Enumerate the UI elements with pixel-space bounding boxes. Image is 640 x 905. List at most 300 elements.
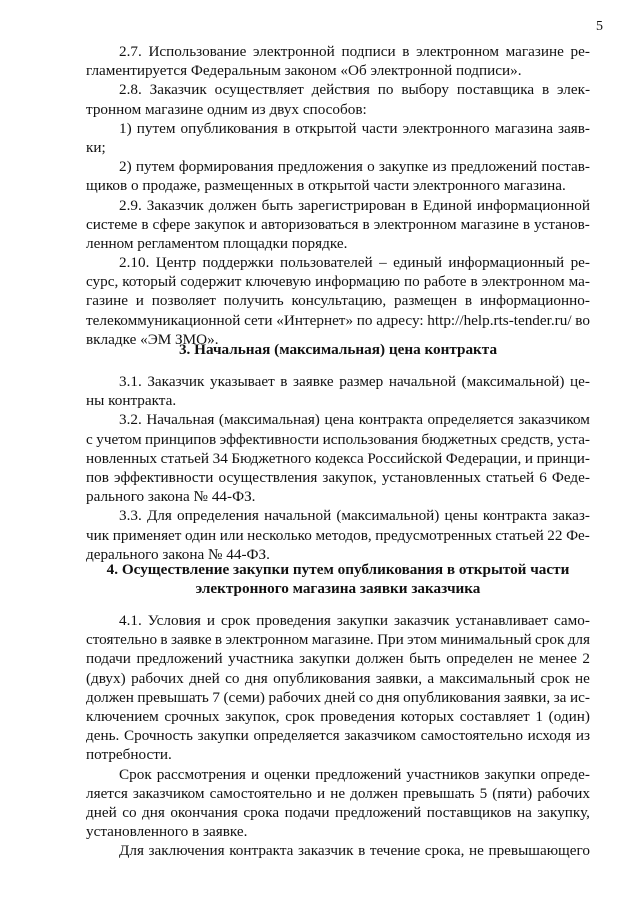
word: подачи (86, 650, 131, 668)
word: участника (228, 650, 294, 668)
text-block (86, 42, 590, 349)
word: оценки (264, 765, 311, 783)
word: для (567, 631, 590, 649)
text-line: щиков о продаже, размещенных в открытой части электронного магазина. (86, 177, 566, 195)
text-line (86, 410, 590, 429)
word: быть (261, 196, 294, 214)
word: день. (86, 727, 120, 745)
word: це- (570, 373, 590, 390)
word: с (86, 430, 93, 448)
heading-line: 4. Осуществление закупки путем опубликования в открытой части (106, 561, 570, 578)
word: 2.8. (119, 81, 142, 99)
word: в (470, 273, 478, 291)
word: бюджетных (421, 430, 498, 448)
word: Для (119, 842, 144, 860)
word: в (464, 292, 473, 310)
word: При (377, 631, 404, 649)
word: информационно- (479, 292, 590, 310)
word: предложений (136, 650, 223, 668)
word: само- (553, 612, 590, 629)
word: срока, (424, 842, 465, 860)
word: зарегистрирован (298, 196, 406, 214)
word: единый (393, 254, 442, 272)
word: предложений (450, 158, 538, 176)
text-block (86, 372, 590, 564)
text-line: ки; (86, 138, 106, 156)
text-line (86, 119, 590, 138)
word: открытой (295, 119, 357, 137)
word: уста- (557, 430, 590, 448)
word: в (282, 119, 291, 137)
word: в (541, 81, 550, 99)
word: и (206, 612, 215, 629)
word: контракта (482, 507, 548, 525)
word: информационной (476, 196, 590, 214)
word: электронном (373, 215, 457, 233)
word: заявке (293, 373, 334, 390)
word: 2 (582, 650, 590, 668)
word: 6 (539, 468, 547, 486)
word: закупку, (537, 803, 590, 821)
word: заказчик (393, 612, 450, 629)
word: заказчиком (132, 784, 205, 802)
word: 5 (479, 784, 488, 802)
word: опреде- (540, 765, 590, 783)
word: Начальная (146, 411, 215, 429)
text-line (86, 372, 590, 391)
word: позволяет (151, 292, 216, 310)
text-line (86, 784, 590, 803)
text-line (86, 707, 590, 726)
word: содержит (180, 273, 242, 291)
word: со (358, 688, 374, 706)
text-line (86, 196, 590, 215)
word: которых (400, 707, 455, 725)
word: контракта (229, 842, 294, 860)
text-line: установленного в заявке. (86, 823, 248, 841)
word: срочных (164, 707, 220, 725)
word: 7 (212, 688, 220, 706)
word: закупки (299, 650, 351, 668)
word: в (410, 196, 418, 214)
word: заказ- (552, 507, 590, 525)
word: использования (322, 430, 418, 448)
word: предложений (315, 765, 402, 783)
word: размещен (394, 292, 458, 310)
word: 2.7. (119, 43, 142, 60)
word: магазина (494, 119, 553, 137)
word: о (367, 158, 375, 176)
word: срок (285, 707, 315, 725)
word: определяется (427, 411, 514, 429)
word: рабочих (131, 669, 184, 687)
text-line (86, 449, 590, 468)
word: 1 (535, 707, 543, 725)
word: (максимальной) (336, 507, 440, 525)
text-line (86, 506, 590, 525)
word: и (250, 765, 260, 783)
word: поставщика (456, 81, 535, 99)
word: не (330, 784, 346, 802)
text-line (86, 841, 590, 860)
word: этом (407, 631, 437, 649)
word: 1) (119, 119, 132, 137)
word: адресу: (376, 311, 424, 329)
word: проведения (320, 707, 395, 725)
word: исходя (527, 727, 572, 745)
text-line: рального закона № 44-ФЗ. (86, 488, 256, 506)
word: рабочих (537, 784, 590, 802)
word: авторизоваться (261, 215, 359, 233)
text-line (86, 688, 590, 707)
section-heading (86, 340, 590, 359)
word: установ- (534, 215, 590, 233)
word: предложений (335, 803, 422, 821)
word: и (317, 784, 326, 802)
word: и (135, 292, 144, 310)
word: заявки, (375, 669, 423, 687)
word: минимальный (440, 631, 532, 649)
word: средств, (500, 430, 554, 448)
word: быть (409, 650, 441, 668)
word: один (185, 526, 217, 544)
word: устанавливает (455, 612, 548, 629)
text-line (86, 215, 590, 234)
word: определен (446, 650, 514, 668)
word: из (575, 727, 590, 745)
word: стоятельно (86, 631, 158, 649)
word: из (432, 158, 447, 176)
word: заключения (148, 842, 225, 860)
word: определения (177, 507, 259, 525)
word: информационный (448, 254, 565, 272)
word: Фе- (566, 526, 590, 544)
word: предусмотренных (375, 526, 492, 544)
text-line (86, 630, 590, 649)
word: срок (540, 669, 570, 687)
word: со (225, 669, 240, 687)
word: ис- (569, 688, 590, 706)
word: Заказчик (147, 373, 205, 390)
word: со (122, 803, 137, 821)
word: самостоятельно (209, 784, 312, 802)
word: должен (86, 688, 134, 706)
word: (максимальная) (218, 411, 320, 429)
word: Федерации, (445, 449, 522, 467)
word: (двух) (86, 669, 126, 687)
word: осуществляет (214, 81, 304, 99)
word: выбору (401, 81, 449, 99)
text-line: потребности. (86, 746, 172, 764)
word: электронного (402, 119, 490, 137)
word: дня (142, 803, 165, 821)
word: в (141, 215, 149, 233)
word: чик (86, 526, 110, 544)
word: ма- (568, 273, 590, 291)
word: http://help.rts-tender.ru/ (427, 311, 572, 329)
word: сфере (152, 215, 191, 233)
text-line (86, 803, 590, 822)
word: (максимальной) (461, 373, 565, 390)
word: магазине (460, 215, 519, 233)
word: закупке (378, 158, 429, 176)
word: самостоятельно (420, 727, 523, 745)
word: поддержки (202, 254, 274, 272)
word: по (356, 311, 373, 329)
word: не (518, 650, 534, 668)
word: статьей (495, 526, 544, 544)
word: за (553, 688, 567, 706)
word: электронном (416, 43, 499, 60)
text-line: гламентируется Федеральным законом «Об электронной подписи». (86, 62, 522, 80)
word: опубликования (273, 669, 371, 687)
word: в (160, 631, 168, 649)
word: Центр (155, 254, 197, 272)
word: поставщиков (426, 803, 512, 821)
text-line (86, 42, 590, 61)
word: методов, (315, 526, 372, 544)
text-line (86, 726, 590, 745)
word: окончания (170, 803, 238, 821)
section-heading (86, 560, 590, 598)
word: статьей (160, 449, 210, 467)
word: Бюджетного (231, 449, 312, 467)
word: ре- (570, 254, 590, 272)
word: закупок (194, 215, 245, 233)
word: газине (86, 292, 128, 310)
word: определяется (253, 727, 340, 745)
word: Феде- (551, 468, 590, 486)
word: Срок (119, 765, 152, 783)
text-block (86, 611, 590, 860)
word: дня (244, 669, 268, 687)
word: превышать (403, 784, 475, 802)
word: превышать (137, 688, 209, 706)
word: 34 (212, 449, 228, 467)
word: Срочность (124, 727, 193, 745)
word: принципов (145, 430, 217, 448)
word: дней (324, 688, 356, 706)
word: эффективности (219, 430, 320, 448)
word: закупки (484, 765, 536, 783)
word: закупок, (225, 707, 280, 725)
word: пов (86, 468, 109, 486)
text-line (86, 669, 590, 688)
word: должен (350, 784, 399, 802)
word: сети (244, 311, 273, 329)
word: максимальный (439, 669, 535, 687)
word: 22 (547, 526, 563, 544)
word: 2.10. (119, 254, 150, 272)
word: в (362, 215, 370, 233)
word: 2.9. (119, 196, 142, 214)
word: эффективности (113, 468, 214, 486)
word: консультацию, (291, 292, 387, 310)
text-line (86, 765, 590, 784)
word: ключевую (245, 273, 312, 291)
text-line: вкладке «ЭМ ЗМО». (86, 330, 219, 348)
word: элек- (557, 81, 590, 99)
word: не (575, 669, 590, 687)
text-line (86, 272, 590, 291)
word: кодекса (314, 449, 364, 467)
word: электронном (481, 273, 565, 291)
text-line (86, 253, 590, 272)
word: несколько (247, 526, 312, 544)
word: в (214, 631, 223, 649)
word: в (280, 373, 288, 390)
word: 4.1. (119, 612, 142, 629)
word: закупок, (322, 468, 377, 486)
word: или (219, 526, 244, 544)
word: а (427, 669, 435, 687)
word: Заказчик (149, 81, 207, 99)
word: действия (311, 81, 370, 99)
word: должен (355, 650, 404, 668)
word: контракта (358, 411, 423, 429)
word: пользователей (279, 254, 373, 272)
word: цены (444, 507, 478, 525)
word: на (516, 803, 532, 821)
word: осуществления (218, 468, 318, 486)
text-line (86, 80, 590, 99)
word: предложения (277, 158, 363, 176)
text-line (86, 430, 590, 449)
word: Заказчик (146, 196, 204, 214)
word: составляет (459, 707, 530, 725)
word: рабочих (268, 688, 322, 706)
word: 3.3. (119, 507, 142, 525)
word: Для (146, 507, 172, 525)
word: должен (208, 196, 257, 214)
word: начальной (264, 507, 332, 525)
word: 2) (119, 158, 132, 176)
word: превышающего (488, 842, 590, 860)
word: (семи) (223, 688, 265, 706)
word: магазине. (311, 631, 374, 649)
word: работе (423, 273, 467, 291)
word: течение (369, 842, 421, 860)
word: сурс, (86, 273, 119, 291)
word: 3.2. (119, 411, 142, 429)
word: Российской (367, 449, 443, 467)
word: учетом (96, 430, 142, 448)
word: в (358, 842, 366, 860)
word: размер (339, 373, 384, 390)
word: магазине (505, 43, 564, 60)
word: заказчиком (518, 411, 590, 429)
word: применяет (112, 526, 182, 544)
word: во (575, 311, 590, 329)
word: получить (223, 292, 284, 310)
word: срок (220, 612, 251, 629)
word: подачи (284, 803, 330, 821)
word: установленных (381, 468, 481, 486)
word: по (404, 273, 420, 291)
text-line (86, 526, 590, 545)
word: части (361, 119, 398, 137)
word: путем (135, 158, 175, 176)
heading-line: 3. Начальная (максимальная) цена контракта (178, 341, 498, 358)
word: 3.1. (119, 373, 142, 390)
text-line (86, 649, 590, 668)
word: начальной (388, 373, 456, 390)
word: срока (243, 803, 280, 821)
word: и (248, 215, 258, 233)
text-line: тронном магазине одним из двух способов: (86, 100, 367, 118)
text-line: дерального закона № 44-ФЗ. (86, 545, 270, 563)
word: не (468, 842, 484, 860)
word: (пяти) (492, 784, 533, 802)
word: подписи (341, 43, 396, 60)
word: ляется (86, 784, 128, 802)
word: дней (86, 803, 117, 821)
word: информацию (315, 273, 401, 291)
word: который (122, 273, 177, 291)
word: ключением (86, 707, 159, 725)
word: электронной (253, 43, 335, 60)
word: ре- (570, 43, 590, 60)
text-line: ленном регламентом площадки порядке. (86, 234, 348, 252)
word: менее (538, 650, 577, 668)
word: – (379, 254, 387, 272)
text-line (86, 291, 590, 310)
word: заяв- (558, 119, 590, 137)
word: статьей (485, 468, 535, 486)
text-line (86, 157, 590, 176)
word: системе (86, 215, 138, 233)
word: «Интернет» (276, 311, 354, 329)
word: электронном (225, 631, 309, 649)
word: опубликования (180, 119, 278, 137)
word: заказчик (298, 842, 354, 860)
word: проведения (256, 612, 331, 629)
word: в (402, 43, 410, 60)
word: (один) (548, 707, 590, 725)
word: рассмотрения (156, 765, 246, 783)
word: указывает (209, 373, 275, 390)
word: заявке (170, 631, 212, 649)
word: принци- (536, 449, 590, 467)
word: заявки, (503, 688, 551, 706)
text-line (86, 468, 590, 487)
word: дня (376, 688, 400, 706)
word: постав- (541, 158, 590, 176)
word: заказчиком (344, 727, 416, 745)
word: и (524, 449, 534, 467)
word: опубликования (403, 688, 501, 706)
page-number: 5 (596, 19, 603, 34)
word: формирования (178, 158, 274, 176)
word: Условия (147, 612, 201, 629)
word: Единой (422, 196, 472, 214)
word: закупки (197, 727, 249, 745)
word: по (377, 81, 394, 99)
word: участников (406, 765, 480, 783)
text-line (86, 311, 590, 330)
word: путем (136, 119, 176, 137)
word: новленных (86, 449, 158, 467)
word: Использование (148, 43, 247, 60)
text-line: ны контракта. (86, 392, 177, 410)
word: телекоммуникационной (86, 311, 241, 329)
text-line (86, 611, 590, 630)
word: дней (189, 669, 220, 687)
heading-line: электронного магазина заявки заказчика (195, 580, 481, 598)
word: срок (535, 631, 565, 649)
word: цена (324, 411, 355, 429)
word: закупки (336, 612, 389, 629)
